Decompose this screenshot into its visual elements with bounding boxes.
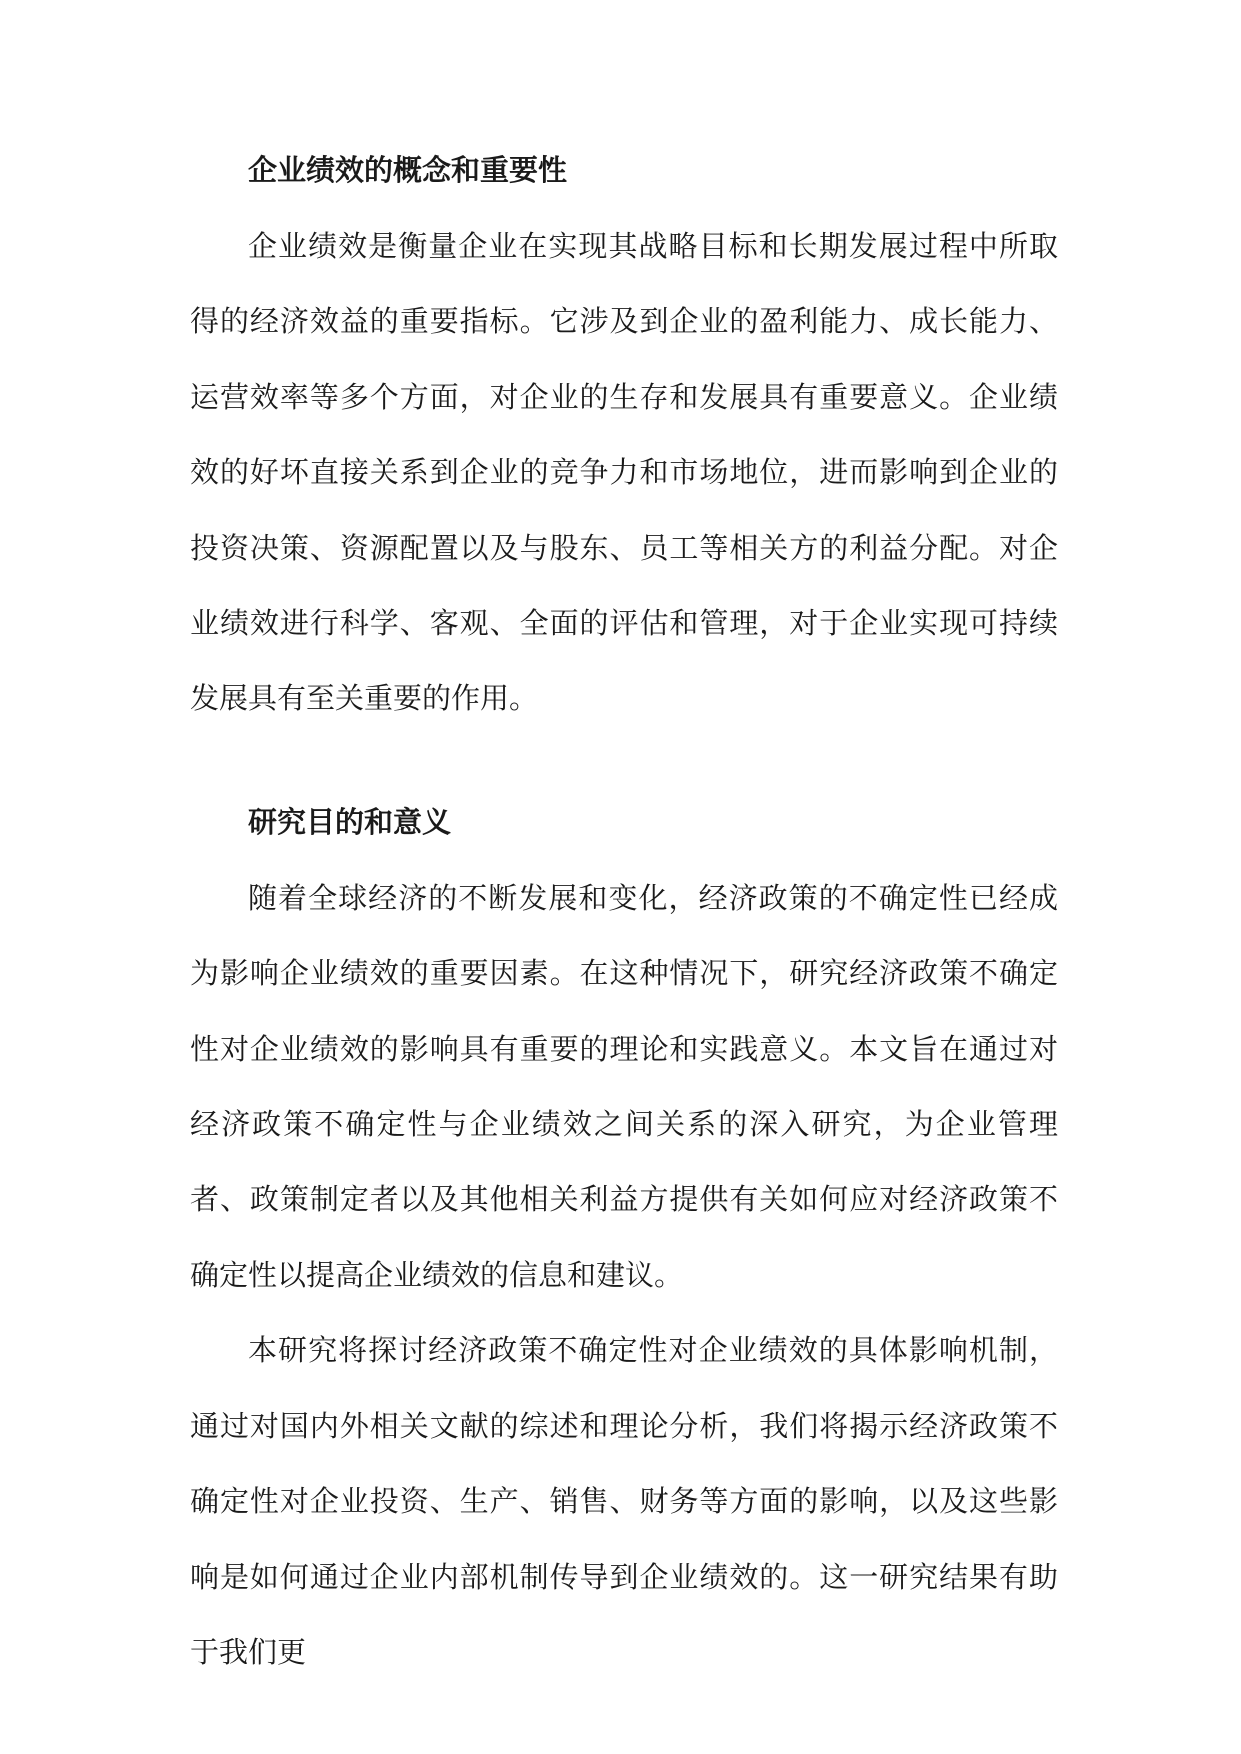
section-heading-research-purpose: 研究目的和意义 <box>248 804 452 839</box>
paragraph-performance-concept: 企业绩效是衡量企业在实现其战略目标和长期发展过程中所取得的经济效益的重要指标。它涉及到企业的盈利能力、成长能力、运营效率等多个方面，对企业的生存和发展具有重要意义。企业绩效的好坏直接关系到企业的竞争力和市场地位，进而影响到企业的投资决策、资源配置以及与股东、员工等相关方的利益分配。对企业绩效进行科学、客观、全面的评估和管理，对于企业实现可持续发展具有至关重要的作用。 <box>190 229 1058 716</box>
paragraph-research-mechanism: 本研究将探讨经济政策不确定性对企业绩效的具体影响机制，通过对国内外相关文献的综述和理论分析，我们将揭示经济政策不确定性对企业投资、生产、销售、财务等方面的影响，以及这些影响是如何通过企业内部机制传导到企业绩效的。这一研究结果有助于我们更 <box>190 1333 1058 1669</box>
document-body <box>190 0 1058 1690</box>
section-heading-performance-concept: 企业绩效的概念和重要性 <box>248 153 568 187</box>
paragraph-research-purpose: 随着全球经济的不断发展和变化，经济政策的不确定性已经成为影响企业绩效的重要因素。在这种情况下，研究经济政策不确定性对企业绩效的影响具有重要的理论和实践意义。本文旨在通过对经济政策不确定性与企业绩效之间关系的深入研究，为企业管理者、政策制定者以及其他相关利益方提供有关如何应对经济政策不确定性以提高企业绩效的信息和建议。 <box>190 880 1058 1292</box>
